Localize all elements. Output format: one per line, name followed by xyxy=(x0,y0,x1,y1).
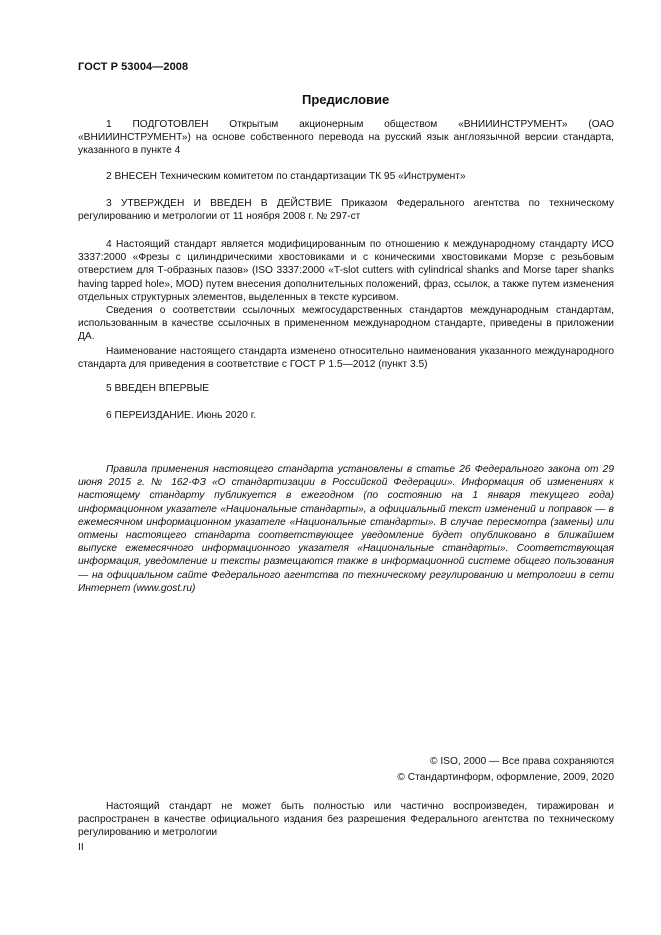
item-4-name-change: Наименование настоящего стандарта изменено относительно наименования указанного международного стандарта для приведения в соответствие с ГОСТ Р 1.5—2012 (пункт 3.5) xyxy=(78,346,614,371)
reproduction-notice: Настоящий стандарт не может быть полностью или частично воспроизведен, тиражирован и распространен в качестве официального издания без разрешения Федерального агентства по техническому регулированию и метрологии xyxy=(78,801,614,839)
item-6: 6 ПЕРЕИЗДАНИЕ. Июнь 2020 г. xyxy=(106,410,257,421)
item-1: 1 ПОДГОТОВЛЕН Открытым акционерным обществом «ВНИИИНСТРУМЕНТ» (ОАО «ВНИИИНСТРУМЕНТ») на основе собственного перевода на русский язык англоязычной версии стандарта, указанного в пункте 4 xyxy=(78,119,614,157)
copyright-standartinform: © Стандартинформ, оформление, 2009, 2020 xyxy=(397,772,614,783)
document-code: ГОСТ Р 53004—2008 xyxy=(78,61,189,73)
item-5: 5 ВВЕДЕН ВПЕРВЫЕ xyxy=(106,383,210,394)
page-number: II xyxy=(78,842,84,853)
item-3: 3 УТВЕРЖДЕН И ВВЕДЕН В ДЕЙСТВИЕ Приказом Федерального агентства по техническому регулированию и метрологии от 11 ноября 2008 г. № 297-ст xyxy=(78,198,614,223)
item-4-references: Сведения о соответствии ссылочных межгосударственных стандартов международным стандартам, использованным в качестве ссылочных в примененном международном стандарте, приведены в приложении ДА. xyxy=(78,305,614,343)
item-4: 4 Настоящий стандарт является модифицированным по отношению к международному стандарту ИСО 3337:2000 «Фрезы с цилиндрическими хвостовиками и с коническими хвостовиками Морзе с резьбовым отверстием для Т-образных пазов» (ISO 3337:2000 «T-slot cutters with cylindrical shanks and Morse taper shanks having tapped hole», MOD) путем внесения дополнительных положений, фраз, ссылок, а также путем изменения отдельных структурных элементов, выделенных в тексте курсивом. xyxy=(78,239,614,303)
application-rules-notice: Правила применения настоящего стандарта установлены в статье 26 Федерального закона от 29 июня 2015 г. № 162-ФЗ «О стандартизации в Российской Федерации». Информация об изменениях к настоящему стандарту публикуется в ежегодном (по состоянию на 1 января текущего года) информационном указателе «Национальные стандарты», а официальный текст изменений и поправок — в ежемесячном информационном указателе «Национальные стандарты». В случае пересмотра (замены) или отмены настоящего стандарта соответствующее уведомление будет опубликовано в ближайшем выпуске ежемесячного информационного указателя «Национальные стандарты». Соответствующая информация, уведомление и тексты размещаются также в информационной системе общего пользования — на официальном сайте Федерального агентства по техническому регулированию и метрологии в сети Интернет (www.gost.ru) xyxy=(78,464,614,594)
item-2: 2 ВНЕСЕН Техническим комитетом по стандартизации ТК 95 «Инструмент» xyxy=(106,171,466,182)
section-title: Предисловие xyxy=(302,92,390,107)
copyright-iso: © ISO, 2000 — Все права сохраняются xyxy=(430,756,614,767)
